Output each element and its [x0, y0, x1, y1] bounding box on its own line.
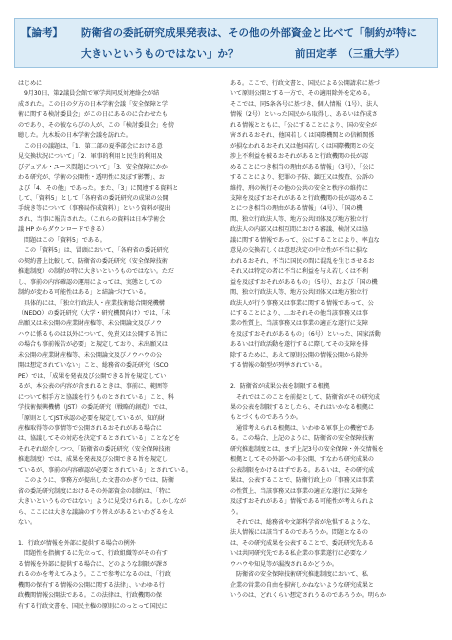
body-text-line: は、その研究成果を公表することで、委託研究先ある — [230, 539, 374, 547]
body-text-line: のであり、その彼ならびの人が、この「検討委員会」を傍 — [18, 121, 174, 129]
body-text-line: るが、本公表の内容が含まれるときは、事前に、範囲等 — [18, 383, 168, 391]
body-text-line: 政機関情報公開法である。この法律は、行政機関の保 — [18, 592, 162, 600]
body-text-line: 維持、刑の執行その他の公共の安全と秩序の維持に — [230, 184, 368, 192]
body-text-line: もとづくものであろうか。 — [230, 414, 302, 422]
body-text-line: 術に関する検討委員会」がこの日にあるのに合わせたも — [18, 111, 168, 119]
body-text-line: 政法人が行う事務又は事業に関する情報であって、公 — [230, 299, 374, 307]
body-text-line: 9月30日、第2議員会館で軍学共同反対連絡会が結 — [18, 90, 159, 98]
body-text-line: 企業の営業の自由を損害しかねないような研究成果と — [230, 581, 374, 589]
body-text-line: 防衛省の安全保障技術研究推進制度において、私 — [230, 571, 368, 579]
body-text-line: 通常考えられる根拠は、いわゆる軍事上の機密であ — [230, 424, 374, 432]
body-text-line: われるおそれ、不当に国民の間に混乱を生じさせるお — [230, 257, 375, 265]
body-text-line: 害されるおそれ、他国若しくは国際機関との信頼関係 — [230, 132, 375, 140]
body-text-line: 関、独立行政法人等、地方公共団体又は地方独立行 — [230, 289, 368, 297]
body-text-line: 果の公表を制限するとしたら、それはいかなる根拠に — [230, 404, 374, 412]
body-text-line: 機関の保有する情報の公開に関する法律」、いわゆる行 — [18, 581, 165, 589]
body-text-line: はじめに — [18, 80, 42, 87]
body-text-line: めることにつき相当の理由がある情報」（3号）、「公に — [230, 163, 375, 171]
body-text-line: の性質上、当該事務又は事業の適正な遂行に支障を — [230, 487, 368, 495]
body-text-line: 果は、公表することで、防衛行政上の「事務又は事業 — [230, 477, 374, 485]
body-text-line: 関、独立行政法人等、地方公共団体及び地方独立行 — [230, 215, 368, 223]
body-text-line: あるいは行政活動を遂行するに際してその支障を排 — [230, 341, 368, 349]
article-title-line2: 大きいというものではない」か？ — [81, 48, 239, 60]
body-text-line: れるのかを考えてみよう。ここで参考になるのは、「行政 — [18, 571, 171, 579]
body-text-line: いうのは、どれくらい想定されうるのであろうか。明らか — [230, 592, 386, 600]
body-text-line: （NEDO）の委託研究（大学・研究機関向け）では、「未 — [18, 309, 171, 317]
body-text-line: 制約が変わる可能性はある」と結論づけている。 — [18, 289, 150, 297]
body-text-line: いは共同研究先である私企業の事業遂行に必要なノ — [230, 550, 368, 558]
body-text-line: 見交換状況について」「2．軍事的利用と民生的利用及 — [18, 153, 163, 161]
body-text-line: わる研究が、学術の公開性・透明性に及ぼす影響」、お — [18, 174, 165, 182]
body-text-line: る情報を外部に提供する場合に、どのような制限が課さ — [18, 560, 168, 568]
body-text-line — [230, 372, 436, 382]
body-text-line: この「資料5」は、冒頭において、「各府省の委託研究 — [18, 247, 169, 255]
body-text-line: PE）では、「成果を発表及び公開できる旨を規定してい — [18, 372, 167, 380]
body-text-line: ある。ここで、行政文書と、国民による公開請求に基づ — [230, 80, 380, 87]
body-text-line: よび「4．その他」であった。また、「3」に関連する資料と — [18, 184, 179, 192]
body-text-line: 渉上不利益を被るおそれがあると行政機関の長が認 — [230, 153, 368, 161]
body-text-line: れる情報とともに、「公にすることにより、国の安全が — [230, 121, 377, 129]
body-text-line: ハウに係るものは以外について、免責又は公開する旨に — [18, 330, 168, 338]
body-text-line: の契約書上比較して、防衛省の委託研究（安全保障技術 — [18, 257, 168, 265]
body-text-line: 産権取得等の事情等で公開されるおそれがある場合に — [18, 424, 162, 432]
body-text-line: 根拠としてその外部への非公開、すなわち研究成果の — [230, 456, 374, 464]
body-text-line: ているが、事前の内容確認が必要とされている」とされている。 — [18, 466, 192, 474]
body-text-line: 出願又は未公開の産業財産権等、未公開論文及びノウ — [18, 320, 162, 328]
body-text-line: 政法人の内部又は相互間における審議、検討又は協 — [230, 226, 368, 234]
body-text-line: 意見の交換若しくは意思決定の中立性が不当に損な — [230, 247, 368, 255]
body-text-line: 2．防衛省が成果公表を制限する根拠 — [230, 383, 330, 391]
body-text-line: 成された。この日の夕方の日本学術会議「安全保障と学 — [18, 100, 168, 108]
right-text-column — [230, 79, 436, 602]
body-text-line: 公表制限をかけるはずである。あるいは、その研究成 — [230, 466, 375, 474]
body-text-line: 除するために、あえて原則公開の情報公開から除外 — [230, 351, 368, 359]
body-text-line: の場合も事前報告が必要」と規定しており、未出願又は — [18, 341, 168, 349]
body-text-line: にすることにより、…おそれその他当該事務又は事 — [230, 309, 368, 317]
body-text-line: ら、ここには大きな議論のすり替えがあるといわざるをえ — [18, 508, 174, 516]
body-text-line: う。 — [230, 508, 242, 516]
body-text-line: 学技術振興機構（JST）の委託研究（戦略的創造）では、 — [18, 404, 171, 412]
body-text-line: 有する行政文書を、国民主権の原則にのっとって国民に — [18, 602, 168, 610]
body-text-line: 研究推進制度とは、まず上記3号の安全保障・外交情報を — [230, 445, 384, 453]
body-text-line: 未公開の産業財産権等、未公開論文及びノウハウの公 — [18, 351, 162, 359]
body-text-line: 聴した。九木坂の日本学術会議を訪れた。 — [18, 132, 132, 140]
body-text-line: 問題はこの「資料5」である。 — [18, 236, 106, 244]
body-text-line: 「原則としてJST承認の必要を規定しているが、知的財 — [18, 414, 165, 422]
body-text-line: とにつき相当の理由がある情報」（4号）、「国の機 — [230, 205, 363, 213]
body-text-line: いて原則公開とする一方で、その適用除外を定める。 — [230, 90, 374, 98]
body-text-line: を及ぼすおそれがあるもの」（6号）といった、国家活動 — [230, 330, 381, 338]
body-text-line: が損なわれるおそれ又は他国若しくは国際機関との交 — [230, 142, 374, 150]
body-text-line: このように、事務方が提出した文書のかぎりでは、防衛 — [18, 477, 174, 485]
body-text-line: 業の性質上、当該事務又は事業の適正な遂行に支障 — [230, 320, 368, 328]
body-text-line: それでは、総務省や文部科学省が危惧するような、 — [230, 519, 374, 527]
body-text-line: 益を及ぼすおそれがあるもの」（5号）、および「国の機 — [230, 278, 378, 286]
body-text-line: この日の議題は、「1．第二部の夏季部会における意 — [18, 142, 163, 150]
body-text-line: 支障を及ぼすおそれがあると行政機関の長が認めるこ — [230, 194, 374, 202]
body-text-line: 推進制度）では、成果を発表及び公開できる旨を規定し — [18, 456, 168, 464]
body-text-line: 法人情報には該当するのであろうか。問題となるの — [230, 529, 368, 537]
article-title-line1: 防衛省の委託研究成果発表は、その他の外部資金と比べて「制約が特に — [81, 27, 417, 39]
article-category-tag: 【論考】 — [21, 27, 63, 39]
body-text-line: 議に関する情報であって、公にすることにより、率直な — [230, 236, 380, 244]
body-text-line: は、協議してその対応を決定するとされている」ことなどを — [18, 435, 180, 443]
body-text-line: ウハウや知見等が漏洩されるかどうか。 — [230, 560, 338, 568]
body-text-line: 議 HP からダウンロードできる） — [18, 226, 108, 234]
body-text-line: 1．行政が情報を外部に提供する場合の例外 — [18, 539, 136, 547]
body-text-line: それ又は特定の者に不当に利益を与え若しくは不利 — [230, 268, 368, 276]
body-text-line: について相手方と協議を行うものとされている」こと、科 — [18, 393, 174, 401]
body-text-line: 省の委託研究制度におけるその外部資金の制約は、「特に — [18, 487, 171, 495]
body-text-line: することにより、犯罪の予防、鎮圧又は捜査、公訴の — [230, 174, 374, 182]
body-text-line: びデュアル・ユース問題について」「3．安全保障にかか — [18, 163, 168, 171]
body-text-line: 及ぼすおそれがある」情報である可能性が考えられよ — [230, 498, 374, 506]
body-text-line: ない。 — [18, 519, 36, 527]
body-text-line: 推進制度）の制約が特に大きいというものではない。ただ — [18, 268, 174, 276]
article-header — [14, 18, 438, 68]
body-text-line: 具体的には、「独立行政法人・産業技術総合開発機構 — [18, 299, 165, 307]
body-text-line: それぞれ紹介しつつ、「防衛省の委託研究（安全保障技術 — [18, 445, 171, 453]
left-text-column — [18, 79, 224, 612]
body-text-line: 開は想定されていない」こと、総務省の委託研究（SCO — [18, 362, 169, 370]
body-text-line: され、当事に報告された。（これらの資料は日本学術会 — [18, 215, 166, 223]
body-text-line: る。この場合、上記のように、防衛省の安全保障技術 — [230, 435, 374, 443]
body-text-line: 大きいというものではない」ように見受けられる。しかしなが — [18, 498, 186, 506]
article-author: 前田定孝 （三重大学） — [295, 48, 406, 60]
body-text-line: し、事前の内容確認の運用によっては、実態としての — [18, 278, 162, 286]
body-text-line: 問題性を指摘するに先立って、行政組織等がその有す — [18, 550, 168, 558]
body-text-line: する情報の類型が列挙されている。 — [230, 362, 326, 370]
body-text-line: それではこのことを前提として、防衛省がその研究成 — [230, 393, 380, 401]
body-text-line: 手続き等について（事務局作成資料）」という資料が提出 — [18, 205, 171, 213]
body-text-line: 情報（2号）といった国民から取得し、あるいは作成さ — [230, 111, 378, 119]
body-text-line: して、「資料5」として「各府省の委託研究の成果の公開 — [18, 194, 169, 202]
body-text-line — [18, 528, 224, 538]
body-text-line: そこでは、同5条各号に基づき、個人情報（1号）、法人 — [230, 100, 379, 108]
